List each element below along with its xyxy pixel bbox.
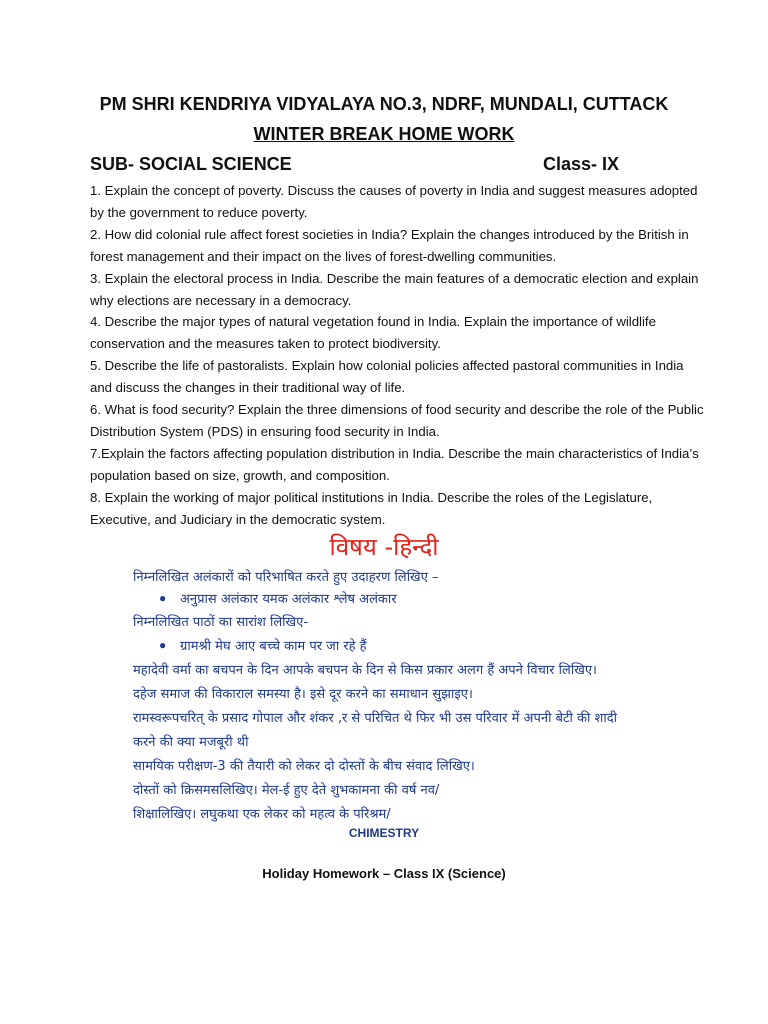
question-item: 2. How did colonial rule affect forest societies in India? Explain the changes introduced by the British in forest management and their impact on the lives of forest-dwelling communities. [90,226,689,264]
question-item: 8. Explain the working of major political institutions in India. Describe the roles of the Legislature, Executive, and Judiciary in the democratic system. [90,489,653,527]
hindi-line: शिक्षालिखिए। लघुकथा एक लेकर को महत्व के परिश्रम/ [133,807,391,822]
question-item: 1. Explain the concept of poverty. Discuss the causes of poverty in India and suggest measures adopted by the government to reduce poverty. [90,183,698,220]
hindi-bullet-text: अनुप्रास अलंकार यमक अलंकार श्लेष अलंकार [180,592,397,607]
question-item: 4. Describe the major types of natural vegetation found in India. Explain the importance of wildlife conservation and the measures taken to protect biodiversity. [90,314,656,352]
hindi-line: निम्नलिखित अलंकारों को परिभाषित करते हुए उदाहरण लिखिए – [133,570,439,585]
bullet-icon: ● [159,591,167,605]
hindi-line: दहेज समाज की विकाराल समस्या है। इसे दूर करने का समाधान सुझाइए। [133,687,473,702]
question-item: 6. What is food security? Explain the three dimensions of food security and describe the role of the Public Distribution System (PDS) in ensuring food security in India. [90,402,704,439]
hindi-line: रामस्वरूपचरित् के प्रसाद गोपाल और शंकर ,र से परिचित थे फिर भी उस परिवार में अपनी बेटी की शादी [133,711,617,726]
hindi-bullet-text: ग्रामश्री मेघ आए बच्चे काम पर जा रहे हैं [180,639,367,654]
homework-title [0,124,768,145]
chemistry-heading: CHIMESTRY [348,826,420,840]
homework-title-text: WINTER BREAK HOME WORK [253,124,515,144]
hindi-section-title: विषय -हिन्दी [329,533,439,561]
holiday-homework-heading: Holiday Homework – Class IX (Science) [262,866,506,881]
hindi-line: दोस्तों को क्रिसमसलिखिए। मेल-ई हुए देते शुभकामना की वर्ष नव/ [133,783,440,798]
hindi-line: सामयिक परीक्षण-3 की तैयारी को लेकर दो दोस्तों के बीच संवाद लिखिए। [133,759,475,774]
question-list [90,180,705,531]
school-name: PM SHRI KENDRIYA VIDYALAYA NO.3, NDRF, MUNDALI, CUTTACK [99,94,669,114]
hindi-line: निम्नलिखित पाठों का सारांश लिखिए- [133,615,309,630]
question-item: 5. Describe the life of pastoralists. Explain how colonial policies affected pastoral communities in India and discuss the changes in their traditional way of life. [90,358,684,396]
hindi-line: महादेवी वर्मा का बचपन के दिन आपके बचपन के दिन से किस प्रकार अलग हैं अपने विचार लिखिए। [133,663,597,678]
subject-label: SUB- SOCIAL SCIENCE [90,154,292,174]
question-item: 3. Explain the electoral process in India. Describe the main features of a democratic election and explain why elections are necessary in a democracy. [90,270,699,308]
question-item: 7.Explain the factors affecting population distribution in India. Describe the main characteristics of India’s population based on size, growth, and composition. [90,445,699,483]
hindi-line: करने की क्या मजबूरी थी [133,735,249,750]
class-label: Class- IX [543,154,620,174]
bullet-icon: ● [159,638,167,652]
